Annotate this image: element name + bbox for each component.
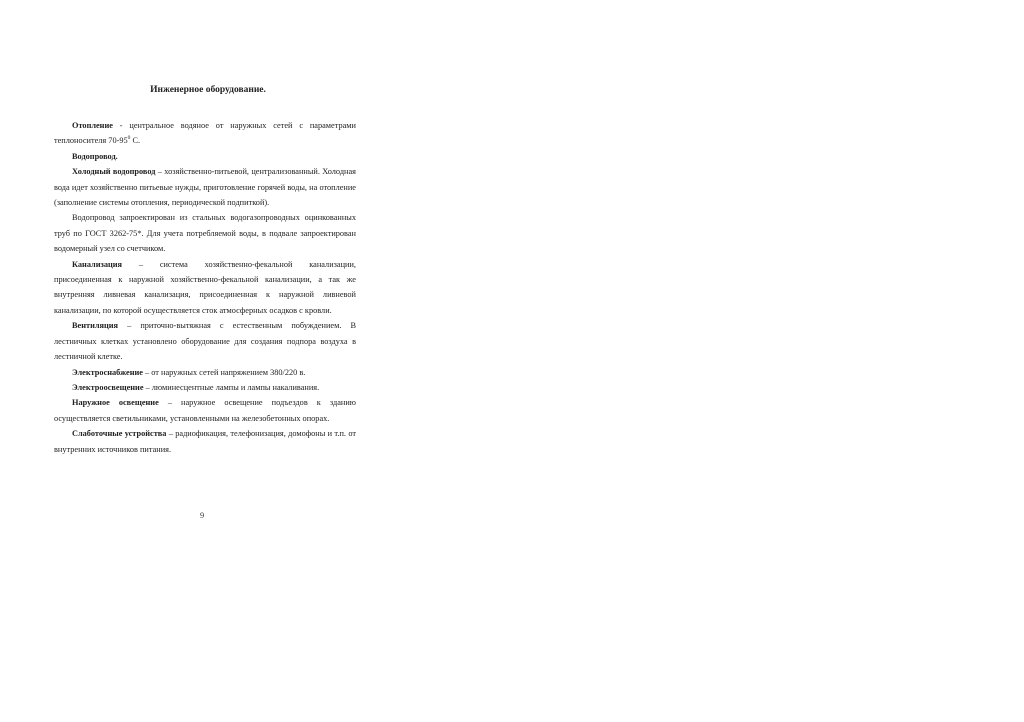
paragraph-water-supply-term: Водопровод. <box>72 151 118 161</box>
paragraph-pipes-text: Водопровод запроектирован из стальных водогазопроводных оцинкованных труб по ГОСТ 3262-75*. Для учета потребляемой воды, в подвале запроектирован водомерный узел со счетчиком. <box>54 213 356 254</box>
paragraph-sewerage-text: – система хозяйственно-фекальной канализации, присоединенная к наружной хозяйственно-фекальной канализации, а так же внутренняя ливневая канализация, присоединенная к наружной ливневой канализации, по которой осуществляется сток атмосферных осадков с кровли. <box>54 259 356 315</box>
paragraph-outdoor-lighting <box>54 395 356 426</box>
paragraph-cold-water-text: – хозяйственно-питьевой, централизованный. Холодная вода идет хозяйственно питьевые нужды, приготовление горячей воды, на отопление (заполнение системы отопления, периодической подпиткой). <box>54 167 356 208</box>
paragraph-heating <box>54 118 356 149</box>
document-body <box>54 84 356 457</box>
paragraph-sewerage-term: Канализация <box>72 259 123 269</box>
paragraph-heating-tail: С. <box>130 136 141 146</box>
paragraph-outdoor-lighting-text: – наружное освещение подъездов к зданию осуществляется светильниками, установленными на железобетонных опорах. <box>54 398 356 423</box>
paragraph-ventilation-text: – приточно-вытяжная с естественным побуждением. В лестничных клетках установлено оборудование для создания подпора воздуха в лестничной клетке. <box>54 321 356 362</box>
degree-superscript: 0 <box>127 135 131 142</box>
paragraph-outdoor-lighting-term: Наружное освещение <box>72 398 159 408</box>
paragraph-ventilation <box>54 318 356 364</box>
paragraph-lighting-text: – люминесцентные лампы и лампы накаливания. <box>143 382 320 392</box>
paragraph-power-supply-term: Электроснабжение <box>72 367 143 377</box>
paragraph-lighting <box>54 380 356 395</box>
paragraph-power-supply <box>54 365 356 380</box>
paragraph-ventilation-term: Вентиляция <box>72 321 119 331</box>
paragraph-low-current <box>54 426 356 457</box>
paragraph-cold-water-term: Холодный водопровод <box>72 167 156 177</box>
document-title: Инженерное оборудование. <box>150 85 266 95</box>
paragraph-lighting-term: Электроосвещение <box>72 382 144 392</box>
paragraph-low-current-text: – радиофикация, телефонизация, домофоны и т.п. от внутренних источников питания. <box>54 429 356 454</box>
paragraph-pipes <box>54 210 356 256</box>
paragraph-sewerage <box>54 257 356 319</box>
paragraph-heating-term: Отопление <box>72 121 113 130</box>
paragraph-water-supply-heading <box>54 149 356 164</box>
paragraph-heating-text: - центральное водяное от наружных сетей с параметрами теплоносителя 70-95 <box>54 121 356 146</box>
page-number: 9 <box>200 511 205 520</box>
paragraph-low-current-term: Слаботочные устройства <box>72 429 167 439</box>
paragraph-cold-water <box>54 164 356 210</box>
paragraph-power-supply-text: – от наружных сетей напряжением 380/220 в. <box>142 367 306 377</box>
